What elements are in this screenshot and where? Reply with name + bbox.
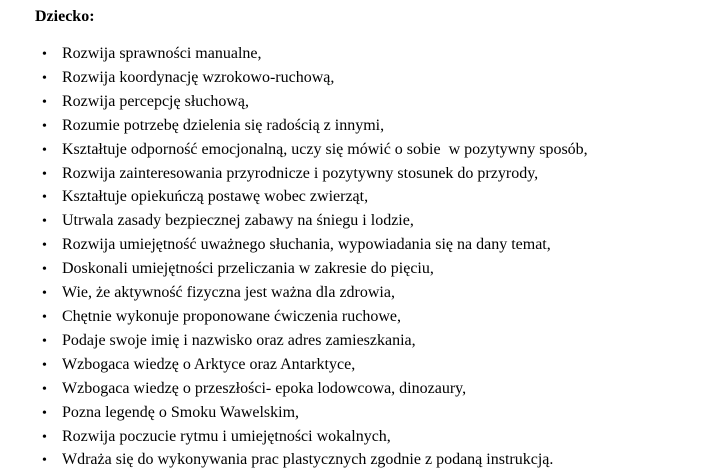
bullet-icon: • [42, 214, 47, 230]
bullet-icon: • [42, 309, 47, 325]
bullet-icon: • [42, 238, 47, 254]
bullet-icon: • [42, 94, 47, 110]
list-item [0, 282, 728, 306]
page-title: Dziecko: [35, 8, 95, 25]
list-item [0, 449, 728, 473]
list-item-text: Rozwija sprawności manualne, [62, 45, 262, 62]
bullet-icon: • [42, 142, 47, 158]
list-item-text: Rozumie potrzebę dzielenia się radością z innymi, [62, 116, 385, 134]
bullet-icon: • [42, 47, 47, 62]
list-item-text: Rozwija zainteresowania przyrodnicze i pozytywny stosunek do przyrody, [62, 164, 539, 182]
list-item-text: Rozwija poczucie rytmu i umiejętności wokalnych, [62, 427, 391, 445]
bullet-icon: • [42, 429, 47, 445]
list-item-text: Podaje swoje imię i nazwisko oraz adres zamieszkania, [62, 331, 416, 349]
list-item [0, 139, 728, 163]
list-item [0, 354, 728, 378]
bullet-icon: • [42, 262, 47, 278]
list-item [0, 115, 728, 139]
list-item-text: Utrwala zasady bezpiecznej zabawy na śniegu i lodzie, [62, 212, 414, 230]
bullet-icon: • [42, 333, 47, 349]
list-item-text: Rozwija umiejętność uważnego słuchania, wypowiadania się na dany temat, [62, 236, 551, 254]
bullet-icon: • [42, 357, 47, 373]
list-item-text: Wie, że aktywność fizyczna jest ważna dla zdrowia, [62, 284, 395, 302]
list-item-text: Doskonali umiejętności przeliczania w zakresie do pięciu, [62, 260, 434, 278]
list-item [0, 67, 728, 91]
bullet-icon: • [42, 118, 47, 134]
list-item [0, 163, 728, 187]
list-item [0, 258, 728, 282]
list-item [0, 186, 728, 210]
bullet-icon: • [42, 70, 47, 86]
list-item-text: Wzbogaca wiedzę o przeszłości- epoka lodowcowa, dinozaury, [62, 379, 467, 397]
list-item [0, 43, 728, 67]
list-item [0, 330, 728, 354]
list-item-text: Pozna legendę o Smoku Wawelskim, [62, 403, 300, 421]
list-item-text: Chętnie wykonuje proponowane ćwiczenia ruchowe, [62, 307, 401, 325]
list-item [0, 234, 728, 258]
bullet-icon: • [42, 453, 47, 469]
list-item-text: Rozwija koordynację wzrokowo-ruchową, [62, 68, 335, 86]
list-item-text: Kształtuje odporność emocjonalną, uczy się mówić o sobie w pozytywny sposób, [62, 140, 588, 158]
list-item [0, 91, 728, 115]
list-item [0, 378, 728, 402]
list-item-text: Kształtuje opiekuńczą postawę wobec zwierząt, [62, 188, 369, 206]
list-item [0, 402, 728, 426]
list-item-text: Rozwija percepcję słuchową, [62, 92, 250, 110]
bullet-list [0, 43, 728, 473]
bullet-icon: • [42, 381, 47, 397]
bullet-icon: • [42, 405, 47, 421]
list-item-text: Wdraża się do wykonywania prac plastycznych zgodnie z podaną instrukcją. [62, 451, 554, 469]
bullet-icon: • [42, 286, 47, 302]
list-item [0, 426, 728, 450]
bullet-icon: • [42, 166, 47, 182]
list-item [0, 306, 728, 330]
bullet-icon: • [42, 190, 47, 206]
list-item-text: Wzbogaca wiedzę o Arktyce oraz Antarktyce, [62, 355, 356, 373]
list-item [0, 210, 728, 234]
